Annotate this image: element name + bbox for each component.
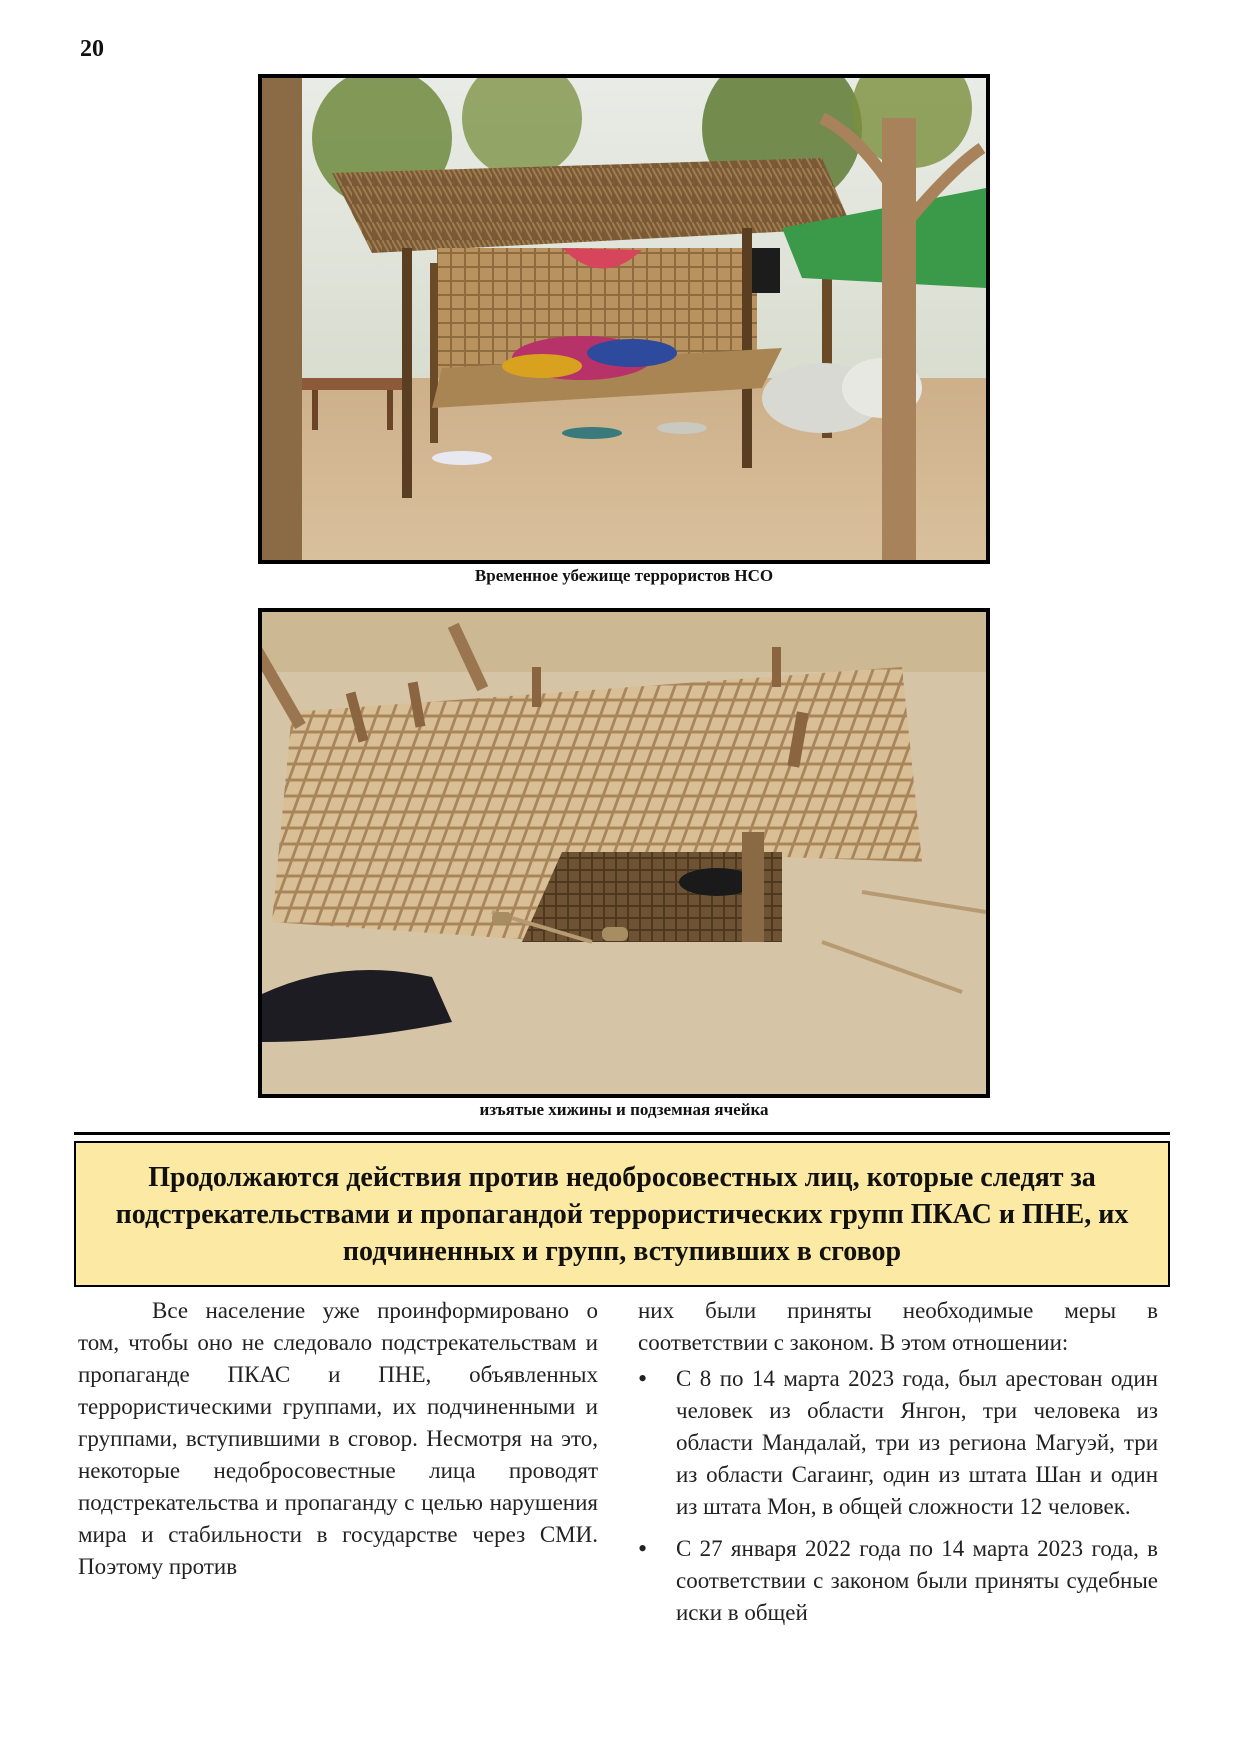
bullet-item: • С 27 января 2022 года по 14 марта 2023 года, в соответствии с законом были приняты судебные иски в общей	[638, 1533, 1158, 1629]
seized-huts-photo	[258, 608, 990, 1098]
right-column	[638, 1295, 1158, 1639]
right-column-intro: них были приняты необходимые меры в соответствии с законом. В этом отношении:	[638, 1298, 1158, 1355]
bullet-item: • С 8 по 14 марта 2023 года, был арестован один человек из области Янгон, три человека из области Мандалай, три из региона Магуэй, три из области Сагаинг, один из штата Шан и один из штата Мон, в общей сложности 12 человек.	[638, 1363, 1158, 1523]
article-headline	[74, 1141, 1170, 1287]
left-column-text: Все население уже проинформировано о том, чтобы оно не следовало подстрекательствам и пропаганде ПКАС и ПНЕ, объявленных террористическими группами, их подчиненными и группами, вступившими в сговор. Несмотря на это, некоторые недобросовестные лица проводят подстрекательства и пропаганду с целью нарушения мира и стабильности в государстве через СМИ. Поэтому против	[78, 1298, 598, 1579]
headline-text: Продолжаются действия против недобросовестных лиц, которые следят за подстрекательствами и пропагандой террористических групп ПКАС и ПНЕ, их подчиненных и групп, вступивших в сговор	[115, 1161, 1129, 1267]
underground-cell-illustration	[262, 612, 986, 1094]
section-divider	[74, 1132, 1170, 1135]
page-number: 20	[80, 36, 104, 62]
figure-caption: Временное убежище террористов НСО	[474, 566, 774, 585]
figure-caption: изъятые хижины и подземная ячейка	[479, 1100, 769, 1119]
shelter-illustration	[262, 78, 986, 560]
shelter-photo	[258, 74, 990, 564]
bullet-list	[638, 1363, 1158, 1629]
